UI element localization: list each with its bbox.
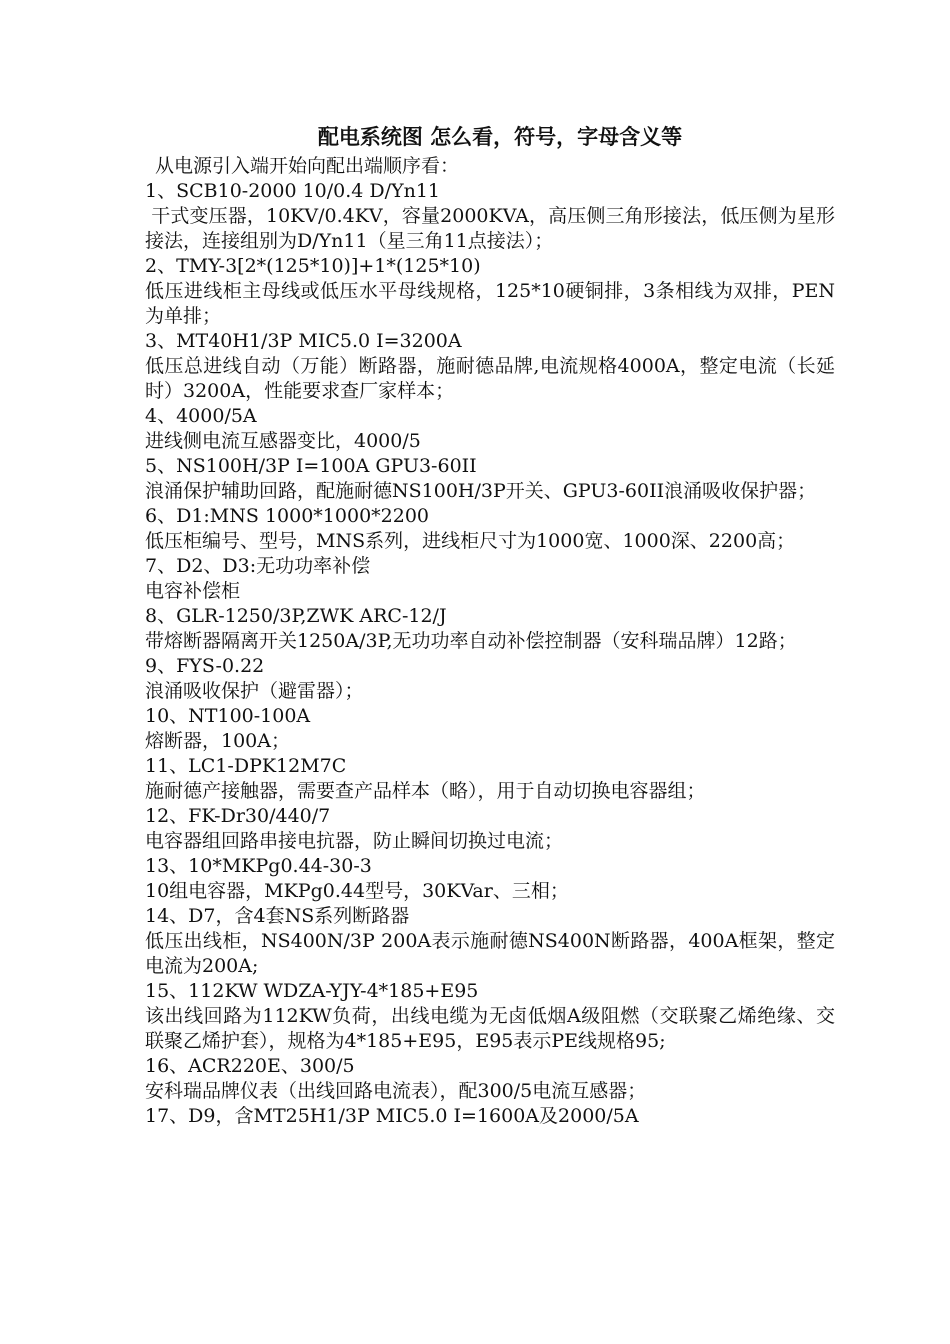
item-heading: 11、LC1-DPK12M7C <box>145 755 347 777</box>
document-title: 配电系统图 怎么看，符号，字母含义等 <box>317 125 683 149</box>
item-heading: 14、D7，含4套NS系列断路器 <box>145 905 410 927</box>
item-heading: 12、FK-Dr30/440/7 <box>145 805 331 827</box>
item-description: 低压总进线自动（万能）断路器，施耐德品牌,电流规格4000A，整定电流（长延时）3200A，性能要求查厂家样本； <box>145 355 835 402</box>
item-description: 10组电容器，MKPg0.44型号，30KVar、三相； <box>145 880 569 902</box>
item-description: 该出线回路为112KW负荷，出线电缆为无卤低烟A级阻燃（交联聚乙烯绝缘、交联聚乙烯护套），规格为4*185+E95，E95表示PE线规格95; <box>145 1005 835 1052</box>
item-heading: 13、10*MKPg0.44-30-3 <box>145 855 372 877</box>
item-heading: 16、ACR220E、300/5 <box>145 1055 355 1077</box>
item-heading: 10、NT100-100A <box>145 705 311 727</box>
item-description: 熔断器，100A； <box>145 730 290 752</box>
item-heading: 15、112KW WDZA-YJY-4*185+E95 <box>145 980 479 1002</box>
item-heading: 4、4000/5A <box>145 405 257 427</box>
item-heading: 2、TMY-3[2*(125*10)]+1*(125*10) <box>145 255 481 277</box>
item-description: 安科瑞品牌仪表（出线回路电流表），配300/5电流互感器； <box>145 1080 647 1102</box>
item-heading: 5、NS100H/3P I=100A GPU3-60II <box>145 455 477 477</box>
item-description: 施耐德产接触器，需要查产品样本（略），用于自动切换电容器组； <box>145 780 706 802</box>
item-heading: 3、MT40H1/3P MIC5.0 I=3200A <box>145 330 462 352</box>
item-heading: 7、D2、D3:无功功率补偿 <box>145 555 371 577</box>
item-heading: 8、GLR-1250/3P,ZWK ARC-12/J <box>145 605 447 627</box>
item-description: 带熔断器隔离开关1250A/3P,无功功率自动补偿控制器（安科瑞品牌）12路； <box>145 630 797 652</box>
item-list <box>145 179 835 1129</box>
item-heading: 17、D9，含MT25H1/3P MIC5.0 I=1600A及2000/5A <box>145 1105 639 1127</box>
intro-paragraph: 从电源引入端开始向配出端顺序看： <box>155 155 460 177</box>
item-heading: 6、D1:MNS 1000*1000*2200 <box>145 505 430 527</box>
item-description: 干式变压器，10KV/0.4KV，容量2000KVA，高压侧三角形接法，低压侧为星形接法，连接组别为D/Yn11（星三角11点接法）； <box>145 205 836 252</box>
item-description: 低压柜编号、型号，MNS系列，进线柜尺寸为1000宽、1000深、2200高； <box>145 530 796 552</box>
item-description: 电容器组回路串接电抗器，防止瞬间切换过电流； <box>145 830 564 852</box>
item-description: 低压进线柜主母线或低压水平母线规格，125*10硬铜排，3条相线为双排，PEN为单排； <box>145 280 835 327</box>
item-description: 浪涌保护辅助回路，配施耐德NS100H/3P开关、GPU3-60II浪涌吸收保护器； <box>145 480 817 502</box>
item-description: 低压出线柜，NS400N/3P 200A表示施耐德NS400N断路器，400A框架，整定电流为200A; <box>145 930 835 977</box>
item-heading: 1、SCB10-2000 10/0.4 D/Yn11 <box>145 180 441 202</box>
document-page <box>145 120 835 1129</box>
item-description: 进线侧电流互感器变比，4000/5 <box>145 430 421 452</box>
item-description: 电容补偿柜 <box>145 580 241 602</box>
item-description: 浪涌吸收保护（避雷器）； <box>145 680 364 702</box>
item-heading: 9、FYS-0.22 <box>145 655 265 677</box>
